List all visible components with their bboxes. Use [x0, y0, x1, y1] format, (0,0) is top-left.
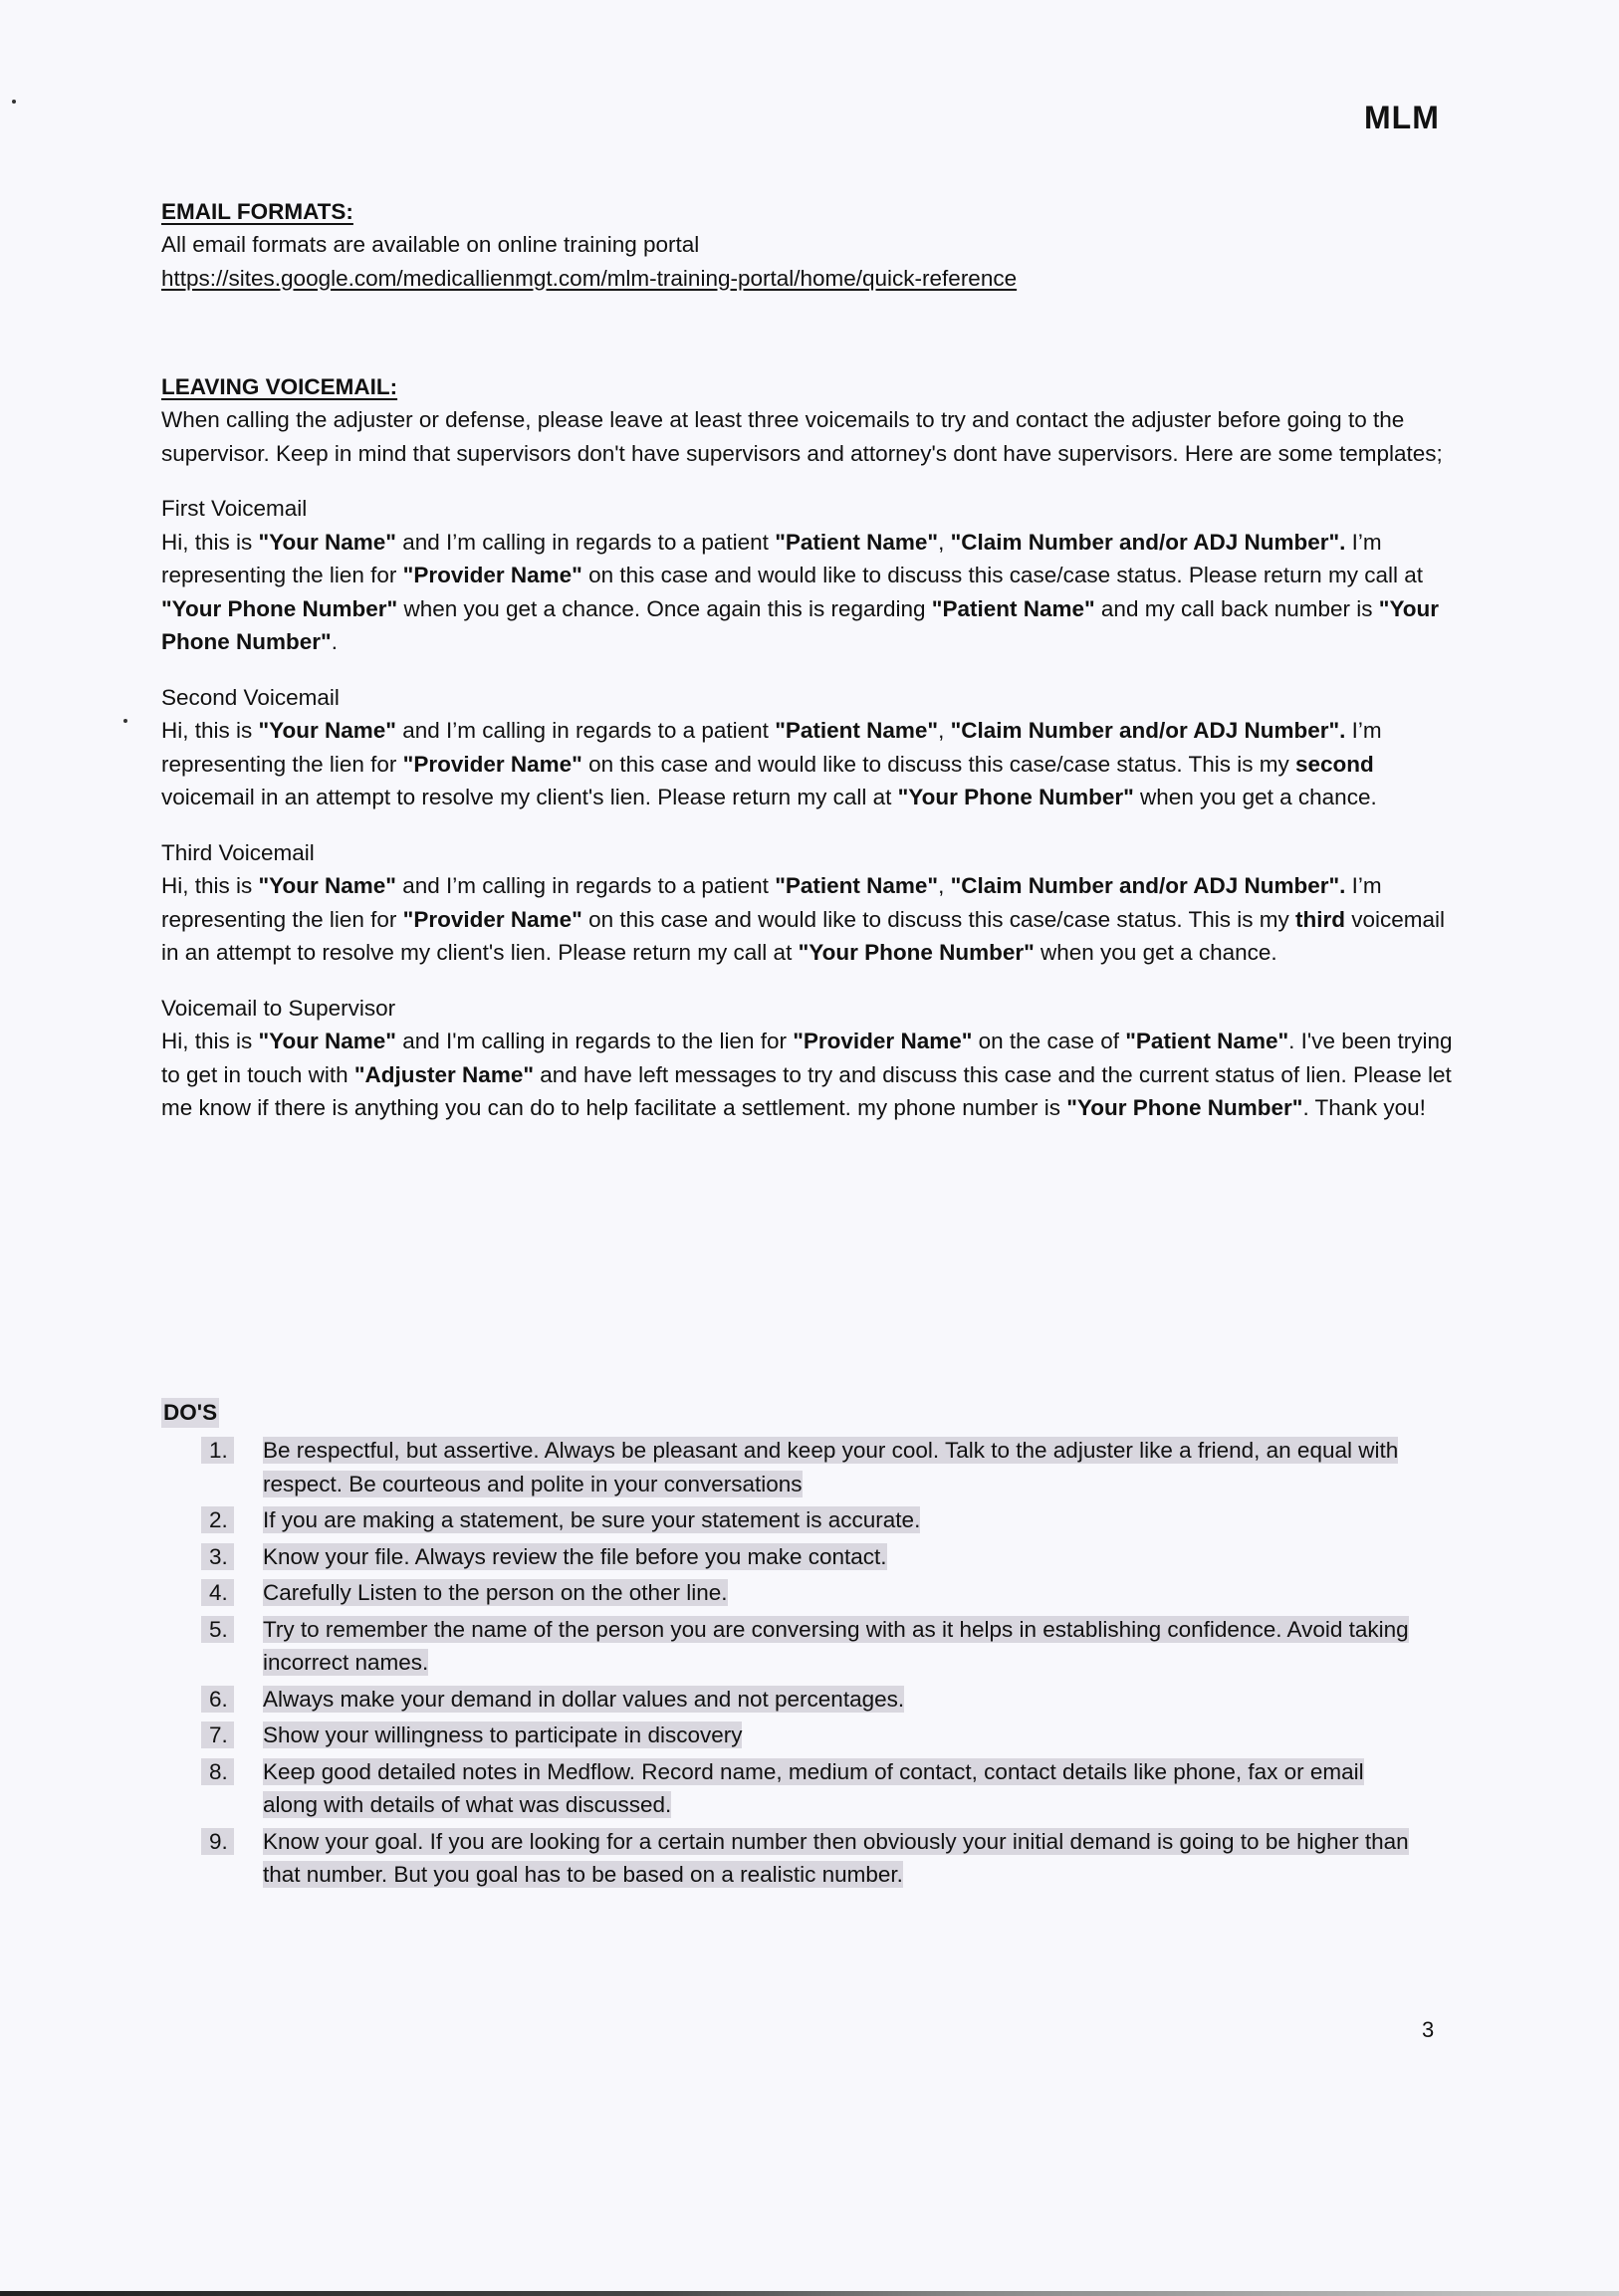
voicemail-template [161, 992, 1466, 1125]
list-item-number: 6. [201, 1686, 234, 1713]
placeholder-field-text: third [1294, 906, 1345, 932]
placeholder-field-text: "Your Phone Number" [161, 595, 1440, 654]
dos-list-item [161, 1503, 1418, 1537]
template-text: , [938, 873, 951, 898]
voicemail-template-title: Second Voicemail [161, 684, 340, 710]
header-logo-text: MLM [1364, 100, 1440, 135]
placeholder-field-text: "Patient Name" [775, 873, 939, 898]
template-text: and I'm calling in regards to the lien for [395, 1029, 794, 1053]
page-number: 3 [1422, 2017, 1435, 2042]
template-text: voicemail in an attempt to resolve my client's lien. Please return my call at [161, 906, 1445, 965]
dos-list-item [161, 1613, 1418, 1680]
placeholder-field-text: "Claim Number and/or ADJ Number". [950, 718, 1346, 743]
template-text: and I’m calling in regards to a patient [395, 873, 776, 898]
list-item-number: 7. [201, 1722, 234, 1748]
placeholder-field-text: "Your Name" [258, 873, 396, 898]
dos-section [161, 1398, 1418, 1895]
list-item-number: 9. [201, 1828, 234, 1855]
placeholder-field-text: "Your Phone Number" [798, 940, 1035, 965]
placeholder-field-text: "Claim Number and/or ADJ Number". [950, 873, 1346, 898]
template-text: when you get a chance. [1133, 785, 1377, 809]
list-item-text: Always make your demand in dollar values and not percentages. [263, 1686, 905, 1712]
email-formats-heading: EMAIL FORMATS: [161, 199, 353, 224]
placeholder-field-text: "Provider Name" [402, 563, 582, 587]
dos-heading: DO'S [161, 1398, 219, 1428]
placeholder-field-text: second [1294, 751, 1374, 777]
placeholder-field-text: "Patient Name" [775, 718, 939, 743]
template-text: , [938, 529, 951, 555]
voicemail-template-body [161, 1025, 1466, 1125]
dos-list-item [161, 1719, 1418, 1752]
scan-edge [0, 2291, 1619, 2296]
voicemail-template-body [161, 869, 1466, 970]
template-text: and I’m calling in regards to a patient [395, 529, 776, 555]
template-text: on the case of [972, 1029, 1126, 1053]
template-text: on this case and would like to discuss this case/case status. This is my [581, 906, 1295, 932]
list-item-text: Know your goal. If you are looking for a certain number then obviously your initial demand is going to be higher than that number. But you goal has to be based on a realistic number. [263, 1828, 1409, 1887]
template-text: I’m representing the lien for [161, 529, 1382, 587]
template-text: when you get a chance. [1034, 940, 1277, 965]
template-text: and my call back number is [1094, 595, 1379, 621]
template-text: . Thank you! [1302, 1095, 1426, 1120]
dos-list [161, 1434, 1418, 1892]
list-item-text: Show your willingness to participate in discovery [263, 1722, 743, 1747]
placeholder-field-text: "Your Name" [258, 529, 396, 555]
template-text: Hi, this is [161, 1029, 259, 1053]
placeholder-field-text: "Your Phone Number" [161, 595, 398, 621]
dos-list-item [161, 1755, 1418, 1822]
placeholder-field-text: "Claim Number and/or ADJ Number". [950, 529, 1346, 555]
email-formats-text: All email formats are available on online training portal [161, 232, 700, 257]
placeholder-field-text: "Adjuster Name" [353, 1061, 535, 1087]
dos-list-item [161, 1825, 1418, 1892]
template-text: voicemail in an attempt to resolve my client's lien. Please return my call at [161, 785, 898, 809]
placeholder-field-text: "Your Name" [258, 718, 396, 743]
voicemail-template-title: First Voicemail [161, 496, 308, 521]
template-text: when you get a chance. Once again this is regarding [397, 595, 932, 621]
email-formats-section [161, 195, 1017, 295]
template-text: and have left messages to try and discuss this case and the current status of lien. Please let me know if there is anything you can do to help facilitate a settlement. my phone number is [161, 1061, 1452, 1120]
list-item-number: 2. [201, 1506, 234, 1533]
voicemail-template [161, 681, 1466, 814]
list-item-number: 4. [201, 1579, 234, 1606]
list-item-number: 1. [201, 1437, 234, 1464]
leaving-voicemail-section [161, 370, 1466, 1125]
voicemail-template-title: Voicemail to Supervisor [161, 995, 396, 1021]
list-item-text: If you are making a statement, be sure your statement is accurate. [263, 1507, 921, 1532]
template-text: I’m representing the lien for [161, 718, 1382, 777]
placeholder-field-text: "Provider Name" [402, 751, 582, 777]
placeholder-field-text: "Your Phone Number" [1066, 1095, 1303, 1120]
list-item-text: Keep good detailed notes in Medflow. Record name, medium of contact, contact details like phone, fax or email along with details of what was discussed. [263, 1758, 1364, 1817]
placeholder-field-text: "Your Phone Number" [897, 785, 1134, 809]
leaving-voicemail-heading: LEAVING VOICEMAIL: [161, 374, 398, 399]
list-item-number: 3. [201, 1543, 234, 1570]
list-item-text: Know your file. Always review the file before you make contact. [263, 1543, 887, 1569]
placeholder-field-text: "Your Name" [258, 1029, 396, 1053]
list-item-number: 8. [201, 1758, 234, 1785]
template-text: on this case and would like to discuss this case/case status. This is my [581, 751, 1295, 777]
voicemail-template [161, 836, 1466, 970]
placeholder-field-text: "Patient Name" [931, 595, 1095, 621]
template-text: on this case and would like to discuss this case/case status. Please return my call at [581, 563, 1423, 587]
list-item-number: 5. [201, 1616, 234, 1643]
leaving-voicemail-intro: When calling the adjuster or defense, please leave at least three voicemails to try and contact the adjuster before going to the supervisor. Keep in mind that supervisors don't have supervisors and attorney's dont have supervisors. Here are some templates; [161, 407, 1443, 466]
list-item-text: Carefully Listen to the person on the other line. [263, 1580, 728, 1605]
list-item-text: Try to remember the name of the person you are conversing with as it helps in establishing confidence. Avoid taking incorrect names. [263, 1616, 1409, 1675]
scan-speck [123, 719, 127, 723]
dos-list-item [161, 1683, 1418, 1717]
placeholder-field-text: "Patient Name" [775, 529, 939, 555]
template-text: Hi, this is [161, 718, 259, 743]
template-text: and I’m calling in regards to a patient [395, 718, 776, 743]
template-text: Hi, this is [161, 529, 259, 555]
template-text: I’m representing the lien for [161, 873, 1382, 932]
dos-list-item [161, 1434, 1418, 1500]
placeholder-field-text: "Patient Name" [1125, 1029, 1289, 1053]
voicemail-template-body [161, 526, 1466, 659]
placeholder-field-text: "Provider Name" [793, 1029, 973, 1053]
dos-list-item [161, 1540, 1418, 1574]
template-text: . [331, 629, 338, 654]
template-text: , [938, 718, 951, 743]
training-portal-link[interactable]: https://sites.google.com/medicallienmgt.com/mlm-training-portal/home/quick-reference [161, 265, 1018, 291]
scan-speck [12, 100, 16, 104]
template-text: . I've been trying to get in touch with [161, 1029, 1453, 1087]
voicemail-template-body [161, 714, 1466, 814]
list-item-text: Be respectful, but assertive. Always be pleasant and keep your cool. Talk to the adjuster like a friend, an equal with respect. Be courteous and polite in your conversations [263, 1438, 1399, 1496]
voicemail-template [161, 492, 1466, 659]
placeholder-field-text: "Provider Name" [402, 906, 582, 932]
dos-list-item [161, 1576, 1418, 1610]
template-text: Hi, this is [161, 873, 259, 898]
voicemail-template-title: Third Voicemail [161, 839, 315, 865]
